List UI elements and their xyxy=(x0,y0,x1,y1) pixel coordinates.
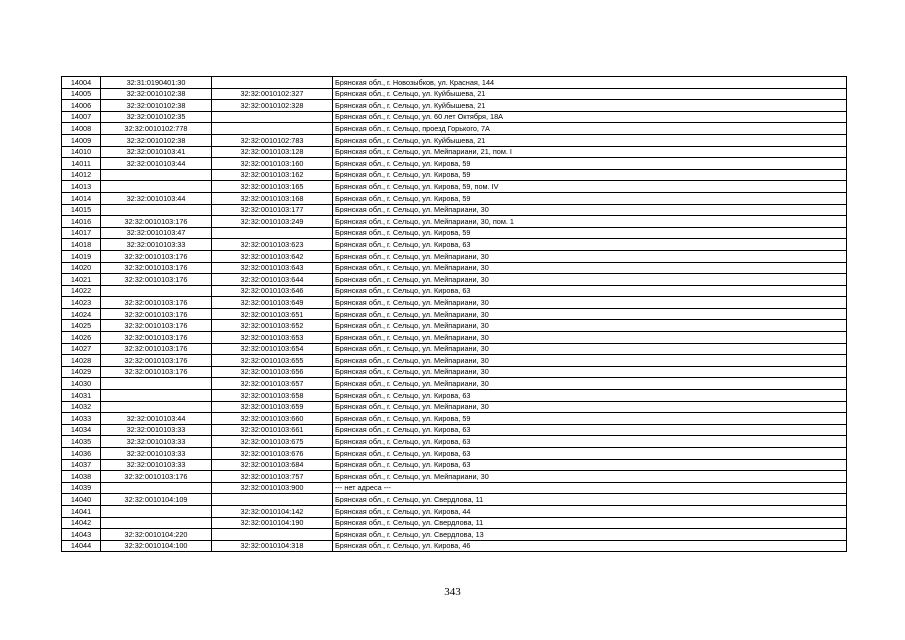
table-row xyxy=(62,366,847,378)
object-cadastral-number-cell: 32:32:0010103:649 xyxy=(212,297,333,309)
parcel-cadastral-number-cell xyxy=(101,378,212,390)
record-number-cell: 14038 xyxy=(62,471,101,483)
object-cadastral-number-cell xyxy=(212,494,333,506)
record-number-cell: 14017 xyxy=(62,227,101,239)
parcel-cadastral-number-cell xyxy=(101,285,212,297)
object-cadastral-number-cell: 32:32:0010103:675 xyxy=(212,436,333,448)
address-cell: Брянская обл., г. Сельцо, ул. Кирова, 63 xyxy=(333,448,847,460)
table-row xyxy=(62,262,847,274)
table-row xyxy=(62,378,847,390)
address-cell: Брянская обл., г. Сельцо, ул. Мейпариани, 30 xyxy=(333,262,847,274)
address-cell: Брянская обл., г. Сельцо, ул. Мейпариани, 30 xyxy=(333,320,847,332)
record-number-cell: 14034 xyxy=(62,424,101,436)
parcel-cadastral-number-cell: 32:32:0010102:38 xyxy=(101,100,212,112)
address-cell: Брянская обл., г. Сельцо, ул. Кирова, 63 xyxy=(333,285,847,297)
address-cell: Брянская обл., г. Сельцо, ул. 60 лет Октября, 18А xyxy=(333,111,847,123)
address-cell: Брянская обл., г. Сельцо, ул. Мейпариани, 30 xyxy=(333,204,847,216)
parcel-cadastral-number-cell: 32:32:0010103:44 xyxy=(101,413,212,425)
parcel-cadastral-number-cell xyxy=(101,517,212,529)
table-row xyxy=(62,505,847,517)
parcel-cadastral-number-cell xyxy=(101,390,212,402)
parcel-cadastral-number-cell xyxy=(101,482,212,494)
object-cadastral-number-cell: 32:32:0010103:684 xyxy=(212,459,333,471)
parcel-cadastral-number-cell: 32:32:0010104:109 xyxy=(101,494,212,506)
record-number-cell: 14023 xyxy=(62,297,101,309)
parcel-cadastral-number-cell: 32:32:0010103:176 xyxy=(101,250,212,262)
object-cadastral-number-cell xyxy=(212,123,333,135)
table-row xyxy=(62,227,847,239)
table-row xyxy=(62,517,847,529)
parcel-cadastral-number-cell: 32:32:0010103:44 xyxy=(101,158,212,170)
record-number-cell: 14007 xyxy=(62,111,101,123)
parcel-cadastral-number-cell: 32:32:0010103:44 xyxy=(101,192,212,204)
table-row xyxy=(62,355,847,367)
table-row xyxy=(62,482,847,494)
object-cadastral-number-cell: 32:32:0010103:168 xyxy=(212,192,333,204)
table-row xyxy=(62,343,847,355)
parcel-cadastral-number-cell: 32:32:0010103:33 xyxy=(101,459,212,471)
object-cadastral-number-cell: 32:32:0010103:162 xyxy=(212,169,333,181)
parcel-cadastral-number-cell: 32:32:0010103:176 xyxy=(101,355,212,367)
object-cadastral-number-cell: 32:32:0010103:160 xyxy=(212,158,333,170)
table-row xyxy=(62,274,847,286)
record-number-cell: 14012 xyxy=(62,169,101,181)
record-number-cell: 14014 xyxy=(62,192,101,204)
address-cell: Брянская обл., г. Сельцо, ул. Куйбышева, 21 xyxy=(333,100,847,112)
object-cadastral-number-cell: 32:32:0010103:661 xyxy=(212,424,333,436)
table-row xyxy=(62,77,847,89)
table-body xyxy=(62,77,847,552)
object-cadastral-number-cell: 32:32:0010103:676 xyxy=(212,448,333,460)
table-row xyxy=(62,413,847,425)
object-cadastral-number-cell: 32:32:0010103:651 xyxy=(212,308,333,320)
record-number-cell: 14033 xyxy=(62,413,101,425)
table-row xyxy=(62,239,847,251)
object-cadastral-number-cell: 32:32:0010104:190 xyxy=(212,517,333,529)
object-cadastral-number-cell: 32:32:0010103:654 xyxy=(212,343,333,355)
record-number-cell: 14011 xyxy=(62,158,101,170)
address-cell: --- нет адреса --- xyxy=(333,482,847,494)
address-cell: Брянская обл., г. Сельцо, ул. Мейпариани, 30 xyxy=(333,366,847,378)
record-number-cell: 14022 xyxy=(62,285,101,297)
record-number-cell: 14016 xyxy=(62,216,101,228)
object-cadastral-number-cell: 32:32:0010103:644 xyxy=(212,274,333,286)
parcel-cadastral-number-cell: 32:32:0010103:176 xyxy=(101,308,212,320)
object-cadastral-number-cell xyxy=(212,77,333,89)
record-number-cell: 14024 xyxy=(62,308,101,320)
parcel-cadastral-number-cell: 32:32:0010103:176 xyxy=(101,320,212,332)
record-number-cell: 14020 xyxy=(62,262,101,274)
address-cell: Брянская обл., г. Новозыбков, ул. Красная, 144 xyxy=(333,77,847,89)
parcel-cadastral-number-cell: 32:32:0010104:100 xyxy=(101,540,212,552)
parcel-cadastral-number-cell: 32:32:0010103:176 xyxy=(101,216,212,228)
record-number-cell: 14021 xyxy=(62,274,101,286)
record-number-cell: 14018 xyxy=(62,239,101,251)
record-number-cell: 14041 xyxy=(62,505,101,517)
table-row xyxy=(62,216,847,228)
record-number-cell: 14042 xyxy=(62,517,101,529)
address-cell: Брянская обл., г. Сельцо, ул. Кирова, 63 xyxy=(333,436,847,448)
parcel-cadastral-number-cell: 32:32:0010103:176 xyxy=(101,366,212,378)
parcel-cadastral-number-cell: 32:32:0010103:176 xyxy=(101,343,212,355)
record-number-cell: 14040 xyxy=(62,494,101,506)
table-row xyxy=(62,401,847,413)
table-row xyxy=(62,158,847,170)
object-cadastral-number-cell: 32:32:0010102:327 xyxy=(212,88,333,100)
table-row xyxy=(62,100,847,112)
record-number-cell: 14028 xyxy=(62,355,101,367)
address-cell: Брянская обл., г. Сельцо, ул. Кирова, 59 xyxy=(333,413,847,425)
object-cadastral-number-cell: 32:32:0010103:659 xyxy=(212,401,333,413)
address-cell: Брянская обл., г. Сельцо, ул. Мейпариани, 30, пом. 1 xyxy=(333,216,847,228)
table-row xyxy=(62,320,847,332)
table-row xyxy=(62,424,847,436)
record-number-cell: 14037 xyxy=(62,459,101,471)
object-cadastral-number-cell: 32:32:0010103:757 xyxy=(212,471,333,483)
record-number-cell: 14025 xyxy=(62,320,101,332)
parcel-cadastral-number-cell: 32:32:0010102:35 xyxy=(101,111,212,123)
address-cell: Брянская обл., г. Сельцо, ул. Кирова, 46 xyxy=(333,540,847,552)
object-cadastral-number-cell: 32:32:0010103:652 xyxy=(212,320,333,332)
object-cadastral-number-cell: 32:32:0010102:328 xyxy=(212,100,333,112)
table-row xyxy=(62,88,847,100)
record-number-cell: 14027 xyxy=(62,343,101,355)
object-cadastral-number-cell: 32:32:0010103:900 xyxy=(212,482,333,494)
object-cadastral-number-cell: 32:32:0010103:658 xyxy=(212,390,333,402)
address-cell: Брянская обл., г. Сельцо, ул. Мейпариани, 30 xyxy=(333,297,847,309)
table-row xyxy=(62,459,847,471)
record-number-cell: 14026 xyxy=(62,332,101,344)
object-cadastral-number-cell xyxy=(212,529,333,541)
record-number-cell: 14009 xyxy=(62,134,101,146)
object-cadastral-number-cell: 32:32:0010103:165 xyxy=(212,181,333,193)
object-cadastral-number-cell: 32:32:0010104:142 xyxy=(212,505,333,517)
address-cell: Брянская обл., г. Сельцо, ул. Мейпариани, 30 xyxy=(333,274,847,286)
object-cadastral-number-cell: 32:32:0010103:653 xyxy=(212,332,333,344)
record-number-cell: 14019 xyxy=(62,250,101,262)
record-number-cell: 14031 xyxy=(62,390,101,402)
parcel-cadastral-number-cell: 32:32:0010103:33 xyxy=(101,436,212,448)
object-cadastral-number-cell: 32:32:0010103:656 xyxy=(212,366,333,378)
record-number-cell: 14005 xyxy=(62,88,101,100)
parcel-cadastral-number-cell: 32:32:0010103:176 xyxy=(101,274,212,286)
address-cell: Брянская обл., г. Сельцо, ул. Куйбышева, 21 xyxy=(333,88,847,100)
table-row xyxy=(62,540,847,552)
address-cell: Брянская обл., г. Сельцо, ул. Кирова, 63 xyxy=(333,390,847,402)
table-row xyxy=(62,134,847,146)
parcel-cadastral-number-cell: 32:32:0010103:176 xyxy=(101,262,212,274)
address-cell: Брянская обл., г. Сельцо, ул. Мейпариани, 30 xyxy=(333,471,847,483)
object-cadastral-number-cell: 32:32:0010103:177 xyxy=(212,204,333,216)
parcel-cadastral-number-cell xyxy=(101,181,212,193)
object-cadastral-number-cell xyxy=(212,111,333,123)
parcel-cadastral-number-cell: 32:32:0010102:38 xyxy=(101,88,212,100)
record-number-cell: 14013 xyxy=(62,181,101,193)
table-row xyxy=(62,390,847,402)
object-cadastral-number-cell: 32:32:0010103:642 xyxy=(212,250,333,262)
address-cell: Брянская обл., г. Сельцо, ул. Кирова, 59 xyxy=(333,158,847,170)
address-cell: Брянская обл., г. Сельцо, ул. Кирова, 59, пом. IV xyxy=(333,181,847,193)
parcel-cadastral-number-cell xyxy=(101,204,212,216)
record-number-cell: 14036 xyxy=(62,448,101,460)
address-cell: Брянская обл., г. Сельцо, ул. Кирова, 59 xyxy=(333,227,847,239)
record-number-cell: 14015 xyxy=(62,204,101,216)
page-number: 343 xyxy=(444,586,461,598)
address-cell: Брянская обл., г. Сельцо, ул. Свердлова, 11 xyxy=(333,494,847,506)
table-row xyxy=(62,204,847,216)
table-row xyxy=(62,192,847,204)
address-cell: Брянская обл., г. Сельцо, ул. Кирова, 63 xyxy=(333,424,847,436)
table-row xyxy=(62,332,847,344)
address-cell: Брянская обл., г. Сельцо, ул. Свердлова, 11 xyxy=(333,517,847,529)
parcel-cadastral-number-cell xyxy=(101,505,212,517)
record-number-cell: 14035 xyxy=(62,436,101,448)
object-cadastral-number-cell: 32:32:0010104:318 xyxy=(212,540,333,552)
object-cadastral-number-cell: 32:32:0010103:660 xyxy=(212,413,333,425)
record-number-cell: 14006 xyxy=(62,100,101,112)
address-cell: Брянская обл., г. Сельцо, ул. Кирова, 63 xyxy=(333,239,847,251)
table-row xyxy=(62,285,847,297)
table-row xyxy=(62,123,847,135)
address-cell: Брянская обл., г. Сельцо, ул. Мейпариани, 30 xyxy=(333,378,847,390)
object-cadastral-number-cell: 32:32:0010102:783 xyxy=(212,134,333,146)
table-row xyxy=(62,181,847,193)
property-register-table xyxy=(61,76,847,552)
address-cell: Брянская обл., г. Сельцо, ул. Мейпариани, 30 xyxy=(333,332,847,344)
address-cell: Брянская обл., г. Сельцо, ул. Мейпариани, 21, пом. I xyxy=(333,146,847,158)
object-cadastral-number-cell: 32:32:0010103:128 xyxy=(212,146,333,158)
address-cell: Брянская обл., г. Сельцо, ул. Кирова, 59 xyxy=(333,169,847,181)
object-cadastral-number-cell: 32:32:0010103:249 xyxy=(212,216,333,228)
table-row xyxy=(62,250,847,262)
parcel-cadastral-number-cell: 32:32:0010103:33 xyxy=(101,424,212,436)
address-cell: Брянская обл., г. Сельцо, ул. Кирова, 44 xyxy=(333,505,847,517)
parcel-cadastral-number-cell: 32:32:0010103:47 xyxy=(101,227,212,239)
parcel-cadastral-number-cell: 32:32:0010102:38 xyxy=(101,134,212,146)
table-row xyxy=(62,297,847,309)
record-number-cell: 14004 xyxy=(62,77,101,89)
parcel-cadastral-number-cell: 32:32:0010103:33 xyxy=(101,239,212,251)
parcel-cadastral-number-cell: 32:32:0010103:176 xyxy=(101,332,212,344)
table-row xyxy=(62,494,847,506)
object-cadastral-number-cell: 32:32:0010103:623 xyxy=(212,239,333,251)
address-cell: Брянская обл., г. Сельцо, ул. Мейпариани, 30 xyxy=(333,355,847,367)
record-number-cell: 14039 xyxy=(62,482,101,494)
record-number-cell: 14008 xyxy=(62,123,101,135)
parcel-cadastral-number-cell: 32:32:0010103:33 xyxy=(101,448,212,460)
table-row xyxy=(62,111,847,123)
parcel-cadastral-number-cell: 32:32:0010103:176 xyxy=(101,471,212,483)
object-cadastral-number-cell: 32:32:0010103:657 xyxy=(212,378,333,390)
parcel-cadastral-number-cell xyxy=(101,401,212,413)
address-cell: Брянская обл., г. Сельцо, ул. Кирова, 59 xyxy=(333,192,847,204)
record-number-cell: 14044 xyxy=(62,540,101,552)
record-number-cell: 14030 xyxy=(62,378,101,390)
parcel-cadastral-number-cell: 32:32:0010102:778 xyxy=(101,123,212,135)
record-number-cell: 14032 xyxy=(62,401,101,413)
record-number-cell: 14029 xyxy=(62,366,101,378)
address-cell: Брянская обл., г. Сельцо, ул. Мейпариани, 30 xyxy=(333,343,847,355)
address-cell: Брянская обл., г. Сельцо, проезд Горького, 7А xyxy=(333,123,847,135)
table-row xyxy=(62,169,847,181)
address-cell: Брянская обл., г. Сельцо, ул. Мейпариани, 30 xyxy=(333,308,847,320)
parcel-cadastral-number-cell: 32:32:0010104:220 xyxy=(101,529,212,541)
address-cell: Брянская обл., г. Сельцо, ул. Куйбышева, 21 xyxy=(333,134,847,146)
parcel-cadastral-number-cell xyxy=(101,169,212,181)
object-cadastral-number-cell: 32:32:0010103:646 xyxy=(212,285,333,297)
object-cadastral-number-cell: 32:32:0010103:643 xyxy=(212,262,333,274)
table-row xyxy=(62,529,847,541)
record-number-cell: 14043 xyxy=(62,529,101,541)
parcel-cadastral-number-cell: 32:32:0010103:176 xyxy=(101,297,212,309)
address-cell: Брянская обл., г. Сельцо, ул. Мейпариани, 30 xyxy=(333,250,847,262)
address-cell: Брянская обл., г. Сельцо, ул. Свердлова, 13 xyxy=(333,529,847,541)
address-cell: Брянская обл., г. Сельцо, ул. Кирова, 63 xyxy=(333,459,847,471)
table-row xyxy=(62,471,847,483)
record-number-cell: 14010 xyxy=(62,146,101,158)
object-cadastral-number-cell xyxy=(212,227,333,239)
table-row xyxy=(62,308,847,320)
parcel-cadastral-number-cell: 32:31:0190401:30 xyxy=(101,77,212,89)
address-cell: Брянская обл., г. Сельцо, ул. Мейпариани, 30 xyxy=(333,401,847,413)
table-row xyxy=(62,436,847,448)
object-cadastral-number-cell: 32:32:0010103:655 xyxy=(212,355,333,367)
table-row xyxy=(62,146,847,158)
table-row xyxy=(62,448,847,460)
parcel-cadastral-number-cell: 32:32:0010103:41 xyxy=(101,146,212,158)
